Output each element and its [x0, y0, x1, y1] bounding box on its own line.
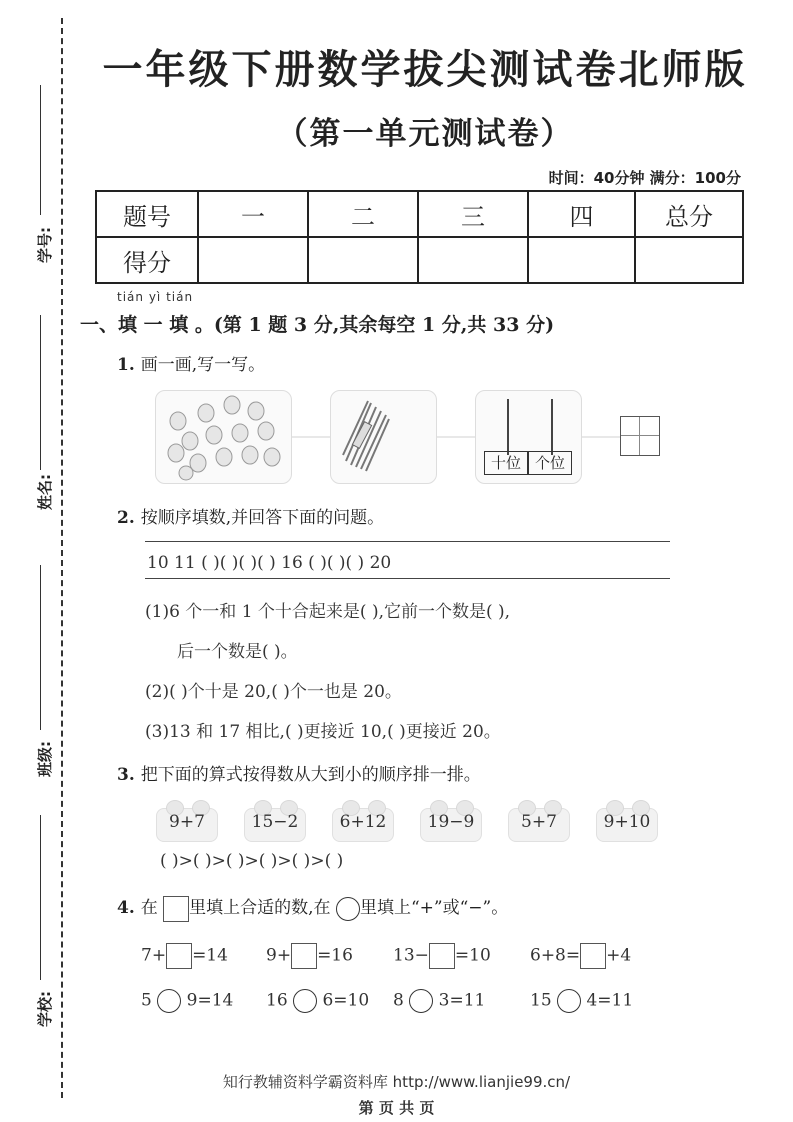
equation-right: =16 [317, 945, 353, 966]
abacus-tens-label: 十位 [484, 451, 528, 475]
school-line [40, 815, 41, 980]
school-label: 学校: [36, 991, 54, 1027]
q4-equation [141, 943, 228, 969]
score-cell-3[interactable] [418, 237, 528, 283]
equation-right: 6=10 [322, 990, 370, 1011]
number-line-bottom [145, 578, 670, 579]
q4-equation [266, 989, 369, 1013]
answer-box[interactable] [166, 943, 192, 969]
grid-line [639, 417, 640, 455]
binding-dashed-line [61, 18, 63, 1098]
connector [580, 436, 620, 438]
answer-circle[interactable] [157, 989, 181, 1013]
q2-prompt [117, 503, 384, 528]
frog-expression-card [244, 800, 306, 842]
q4-text-c: 里填上“+”或“−”。 [359, 898, 509, 918]
frog-expression-card [156, 800, 218, 842]
connector [290, 436, 330, 438]
student-number-label: 学号: [36, 227, 54, 263]
q2-number: 2. [117, 508, 135, 528]
q1-number: 1. [117, 355, 135, 375]
answer-circle[interactable] [409, 989, 433, 1013]
q4-equation [393, 989, 485, 1013]
q4-prompt [117, 893, 508, 922]
q4-equation [530, 943, 631, 969]
strawberry-group-icon [156, 391, 291, 483]
answer-box[interactable] [429, 943, 455, 969]
stick-bundle-card [330, 390, 437, 484]
q2-sub1-line2: 后一个数是( )。 [177, 642, 298, 662]
writing-grid-box[interactable] [620, 416, 660, 456]
equation-left: 13− [393, 945, 429, 966]
score-col-3: 三 [418, 191, 528, 237]
frog-expression-card [332, 800, 394, 842]
q1-prompt [117, 350, 265, 375]
answer-box[interactable] [291, 943, 317, 969]
q4-equation [530, 989, 633, 1013]
expression-text: 19−9 [427, 812, 475, 832]
q4-equation [266, 943, 353, 969]
page-subtitle: （第一单元测试卷） [276, 116, 574, 152]
score-table-header-row [96, 191, 743, 237]
grid-line [621, 435, 659, 436]
q2-sub2: (2)( )个十是 20,( )个一也是 20。 [145, 682, 402, 702]
score-col-1: 一 [198, 191, 308, 237]
equation-left: 6+8= [530, 945, 581, 966]
equation-left: 7+ [141, 945, 167, 966]
q4-number: 4. [117, 898, 135, 918]
answer-circle[interactable] [293, 989, 317, 1013]
page-title: 一年级下册数学拔尖测试卷北师版 [102, 47, 748, 93]
expression-text: 15−2 [251, 812, 299, 832]
stick-bundle-icon [331, 391, 436, 483]
student-number-line [40, 85, 41, 215]
number-line-top [145, 541, 670, 542]
equation-left: 16 [266, 990, 288, 1011]
circle-icon [336, 897, 360, 921]
equation-right: =14 [192, 945, 228, 966]
abacus-rod-ones [551, 399, 553, 455]
time-score-info: 时间：40分钟 满分：100分 [548, 169, 741, 187]
q4-equation [393, 943, 491, 969]
score-table [95, 190, 744, 284]
score-header-label: 题号 [96, 191, 198, 237]
student-number-field[interactable] [14, 85, 54, 270]
abacus-rod-tens [507, 399, 509, 455]
strawberry-card [155, 390, 292, 484]
name-field[interactable] [14, 315, 54, 515]
abacus-card [475, 390, 582, 484]
connector [435, 436, 475, 438]
score-cell-2[interactable] [308, 237, 418, 283]
frog-expression-card [508, 800, 570, 842]
q2-sub1-line1: (1)6 个一和 1 个十合起来是( ),它前一个数是( ), [145, 602, 511, 622]
frog-expression-card [420, 800, 482, 842]
q4-text-a: 在 [140, 898, 158, 918]
q3-order-answer-line: ( )>( )>( )>( )>( )>( ) [160, 851, 344, 871]
section1-heading: 一、填 一 填 。(第 1 题 3 分,其余每空 1 分,共 33 分) [80, 314, 555, 336]
footer-source: 知行教辅资料学霸资料库 http://www.lianjie99.cn/ [222, 1073, 571, 1091]
answer-box[interactable] [580, 943, 606, 969]
frog-expression-card [596, 800, 658, 842]
equation-left: 15 [530, 990, 552, 1011]
footer-page-number: 第 页 共 页 [358, 1099, 435, 1117]
q2-text: 按顺序填数,并回答下面的问题。 [140, 508, 385, 528]
score-table-score-row [96, 237, 743, 283]
equation-left: 5 [141, 990, 152, 1011]
q3-prompt [117, 760, 481, 785]
expression-text: 9+7 [169, 812, 205, 832]
score-cell-1[interactable] [198, 237, 308, 283]
class-field[interactable] [14, 565, 54, 780]
q3-text: 把下面的算式按得数从大到小的顺序排一排。 [140, 765, 481, 785]
q2-sub3: (3)13 和 17 相比,( )更接近 10,( )更接近 20。 [145, 722, 501, 742]
score-col-4: 四 [528, 191, 635, 237]
score-col-2: 二 [308, 191, 418, 237]
equation-left: 8 [393, 990, 404, 1011]
score-cell-total[interactable] [635, 237, 743, 283]
class-label: 班级: [36, 741, 54, 777]
square-box-icon [163, 896, 189, 922]
q4-equation [141, 989, 233, 1013]
q3-number: 3. [117, 765, 135, 785]
abacus-ones-label: 个位 [528, 451, 572, 475]
score-cell-4[interactable] [528, 237, 635, 283]
number-line-values: 10 11 ( )( )( )( ) 16 ( )( )( ) 20 [147, 553, 392, 573]
name-line [40, 315, 41, 470]
expression-text: 5+7 [521, 812, 557, 832]
expression-text: 9+10 [603, 812, 651, 832]
equation-right: =10 [454, 945, 491, 966]
equation-left: 9+ [266, 945, 292, 966]
school-field[interactable] [14, 815, 54, 1030]
q4-text-b: 里填上合适的数,在 [189, 898, 331, 918]
equation-right: 3=11 [438, 990, 486, 1011]
class-line [40, 565, 41, 730]
equation-right: 9=14 [186, 990, 234, 1011]
section1-pinyin: tián yì tián [117, 290, 194, 304]
expression-text: 6+12 [339, 812, 387, 832]
score-col-total: 总分 [635, 191, 743, 237]
name-label: 姓名: [36, 474, 54, 510]
q1-text: 画一画,写一写。 [140, 355, 266, 375]
score-row-label: 得分 [96, 237, 198, 283]
equation-right: +4 [606, 945, 632, 966]
equation-right: 4=11 [586, 990, 634, 1011]
answer-circle[interactable] [557, 989, 581, 1013]
